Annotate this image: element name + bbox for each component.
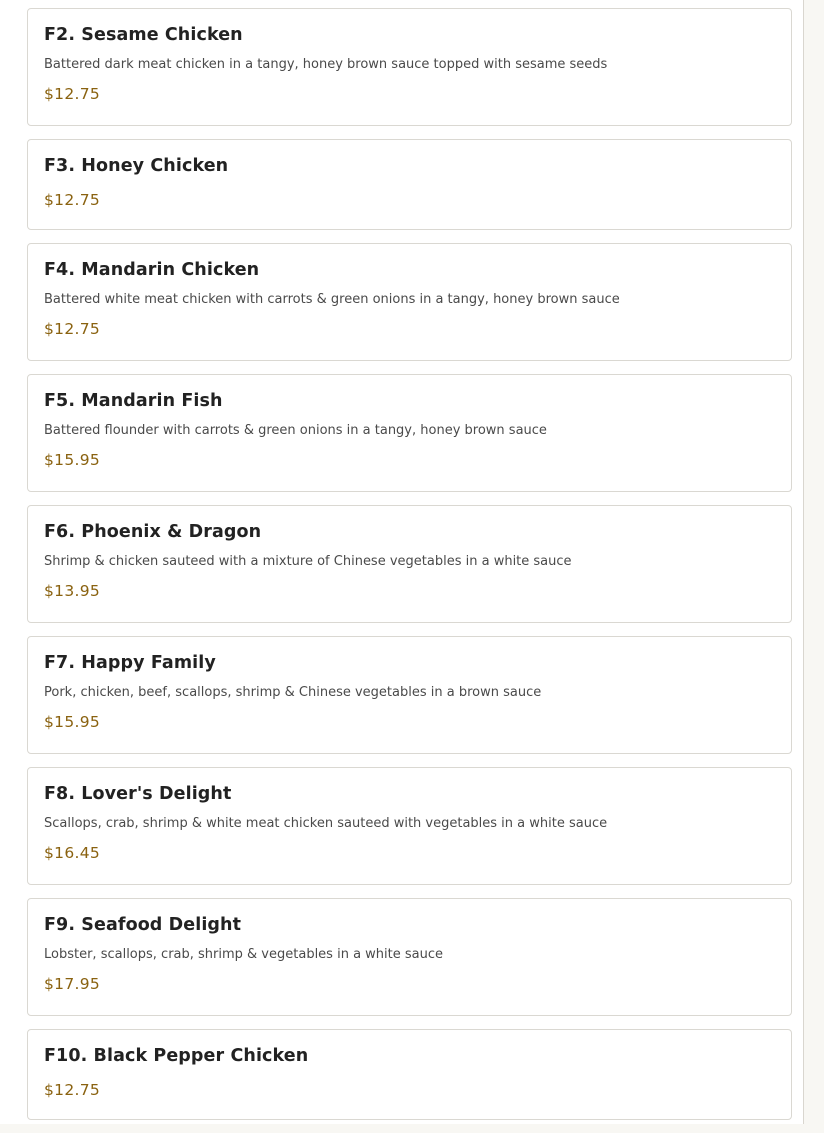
item-description: Scallops, crab, shrimp & white meat chicken sauteed with vegetables in a white sauce [44,816,608,831]
item-description: Lobster, scallops, crab, shrimp & vegetables in a white sauce [44,947,444,962]
item-price: $17.95 [44,975,101,993]
item-price: $12.75 [44,320,101,338]
menu-item-list [27,0,792,1133]
item-name: F10. Black Pepper Chicken [44,1046,309,1066]
item-price: $15.95 [44,713,101,731]
item-name: F9. Seafood Delight [44,915,242,935]
item-name: F4. Mandarin Chicken [44,260,260,280]
item-name: F6. Phoenix & Dragon [44,522,262,542]
item-name: F2. Sesame Chicken [44,25,243,45]
item-price: $12.75 [44,191,101,209]
item-price: $13.95 [44,582,101,600]
item-price: $12.75 [44,85,101,103]
menu-item-card[interactable] [27,505,792,623]
item-name: F8. Lover's Delight [44,784,232,804]
item-name: F7. Happy Family [44,653,216,673]
menu-item-card[interactable] [27,374,792,492]
item-price: $16.45 [44,844,101,862]
item-name: F5. Mandarin Fish [44,391,223,411]
menu-item-card[interactable] [27,243,792,361]
menu-item-card[interactable] [27,898,792,1016]
menu-item-card[interactable] [27,636,792,754]
item-description: Shrimp & chicken sauteed with a mixture of Chinese vegetables in a white sauce [44,554,572,569]
item-description: Pork, chicken, beef, scallops, shrimp & Chinese vegetables in a brown sauce [44,685,542,700]
item-price: $12.75 [44,1081,101,1099]
menu-item-card[interactable] [27,767,792,885]
item-description: Battered flounder with carrots & green onions in a tangy, honey brown sauce [44,423,547,438]
menu-item-card[interactable] [27,139,792,230]
menu-item-card[interactable] [27,1029,792,1120]
item-description: Battered dark meat chicken in a tangy, honey brown sauce topped with sesame seeds [44,57,608,72]
item-price: $15.95 [44,451,101,469]
item-description: Battered white meat chicken with carrots & green onions in a tangy, honey brown sauce [44,292,620,307]
item-name: F3. Honey Chicken [44,156,229,176]
menu-item-card[interactable] [27,8,792,126]
